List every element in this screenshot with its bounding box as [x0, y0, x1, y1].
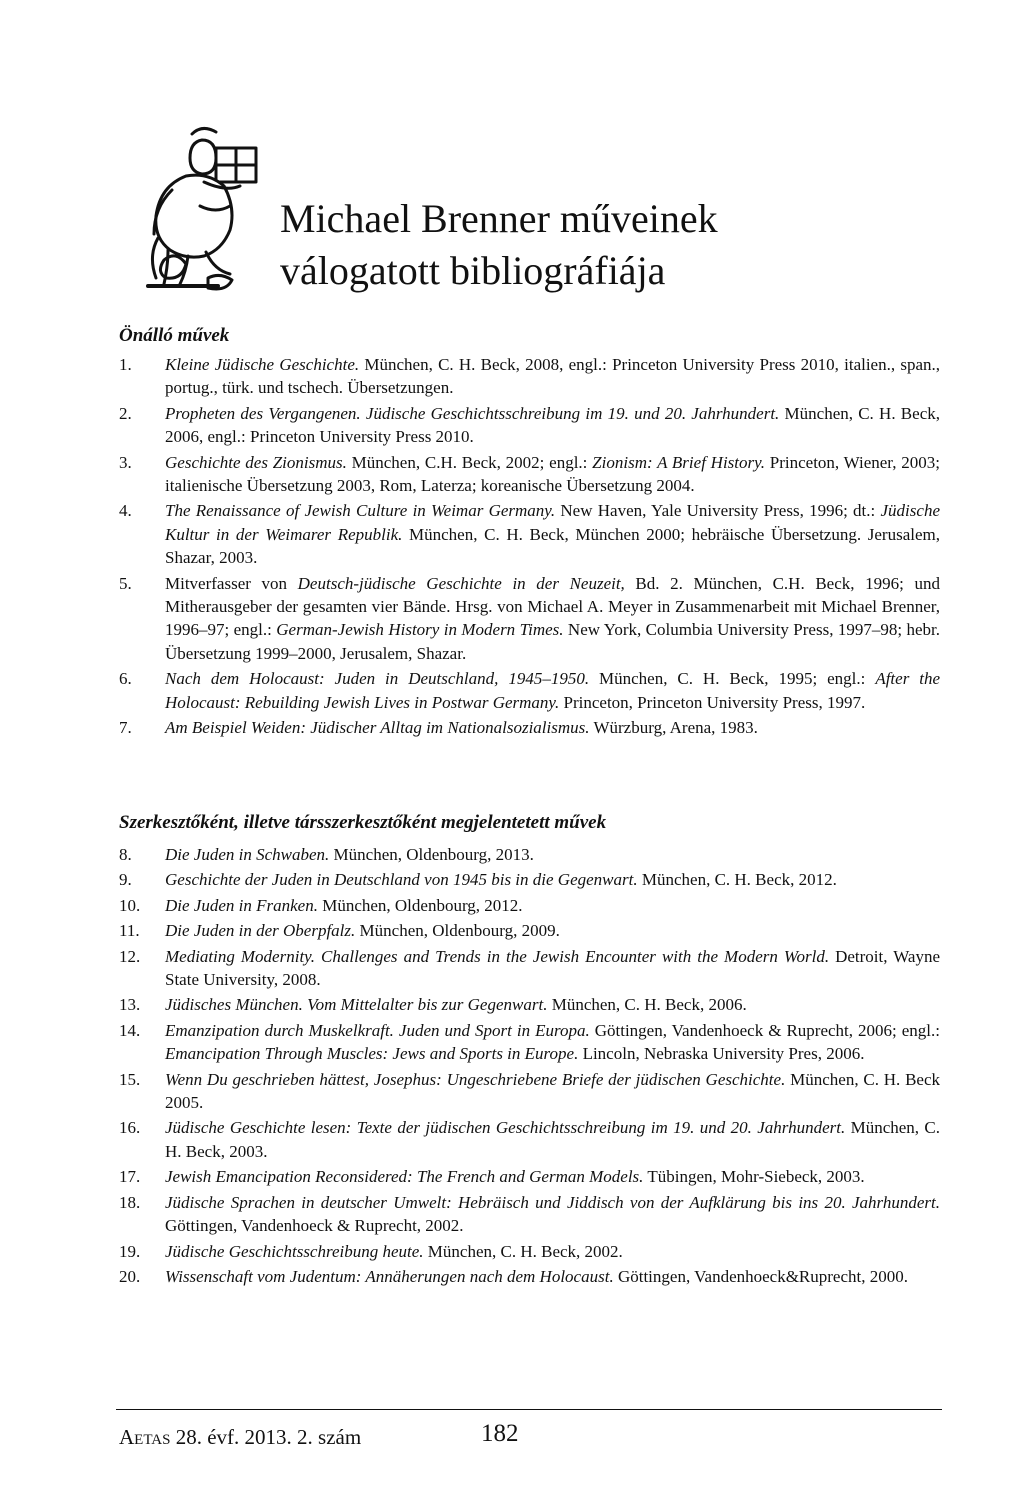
footer-divider [116, 1409, 942, 1410]
entry-text [165, 995, 747, 1014]
entry-publication-info: München, C. H. Beck 2005. [165, 1069, 940, 1113]
entry-title: The Renaissance of Jewish Culture in Weimar Germany. [165, 501, 556, 521]
entry-title: Jüdische Geschichtsschreibung heute. [165, 1241, 424, 1261]
entry-text [165, 947, 940, 989]
entry-title: Jewish Emancipation Reconsidered: The French and German Models. [165, 1167, 644, 1187]
bibliography-list-edited-works [119, 843, 940, 1288]
entry-number: 9. [119, 870, 132, 890]
bibliography-entry [119, 1116, 940, 1163]
entry-title: Nach dem Holocaust: Juden in Deutschland, 1945–1950. [165, 669, 590, 689]
entry-text [165, 921, 560, 940]
entry-publication-info: New Haven, Yale University Press, 1996; dt.: [555, 501, 881, 521]
entry-text [165, 1193, 940, 1235]
entry-publication-info: Göttingen, Vandenhoeck&Ruprecht, 2000. [613, 1266, 908, 1286]
entry-publication-info: Detroit, Wayne State University, 2008. [165, 946, 940, 990]
section-heading-independent-works: Önálló művek [119, 325, 230, 346]
entry-title: Zionism: A Brief History. [592, 452, 765, 472]
entry-number: 1. [119, 355, 132, 374]
bibliography-entry [119, 894, 940, 917]
bibliography-entry [119, 451, 940, 498]
entry-number: 20. [119, 1266, 141, 1286]
entry-text [165, 355, 940, 397]
entry-publication-info: München, C. H. Beck, 2006, engl.: Princeton University Press 2010. [165, 403, 940, 447]
page-number: 182 [481, 1420, 519, 1447]
page-title-line-2: válogatott bibliográfiája [280, 248, 666, 293]
bibliography-entry [119, 499, 940, 569]
entry-text [165, 845, 534, 864]
entry-publication-info: Mitverfasser von [165, 573, 298, 593]
entry-text [165, 1167, 865, 1186]
entry-text [165, 1070, 940, 1112]
entry-publication-info: München, C. H. Beck, 2006. [547, 995, 747, 1015]
entry-publication-info: München, C. H. Beck, 2008, engl.: Princeton University Press 2010, italien., span., portug., türk. und tschech. Übersetzungen. [165, 355, 941, 398]
journal-issue: 28. évf. 2013. 2. szám [170, 1425, 362, 1449]
entry-publication-info: München, C. H. Beck, 1995; engl.: [589, 669, 876, 689]
bibliography-entry [119, 716, 940, 739]
page-title [280, 193, 718, 297]
entry-number: 19. [119, 1241, 141, 1261]
entry-publication-info: München, Oldenbourg, 2012. [317, 895, 523, 915]
entry-text [165, 870, 837, 889]
entry-title: Wissenschaft vom Judentum: Annäherungen nach dem Holocaust. [165, 1266, 614, 1286]
entry-publication-info: Lincoln, Nebraska University Pres, 2006. [578, 1044, 865, 1064]
entry-number: 18. [119, 1192, 141, 1212]
bibliography-entry [119, 1165, 940, 1188]
entry-number: 6. [119, 669, 132, 689]
entry-title: Jüdische Sprachen in deutscher Umwelt: Hebräisch und Jiddisch von der Aufklärung bis ins 20. Jahrhundert. [165, 1192, 940, 1212]
entry-title: Propheten des Vergangenen. Jüdische Geschichtsschreibung im 19. und 20. Jahrhundert. [165, 403, 780, 423]
entry-publication-info: München, C. H. Beck, 2012. [637, 870, 837, 890]
entry-number: 12. [119, 946, 141, 966]
entry-publication-info: Tübingen, Mohr-Siebeck, 2003. [643, 1167, 865, 1187]
entry-title: Emanzipation durch Muskelkraft. Juden und Sport in Europa. [165, 1020, 590, 1040]
entry-text [165, 669, 940, 711]
entry-text [165, 1267, 908, 1286]
entry-title: Jüdische Kultur in der Weimarer Republik. [165, 501, 940, 544]
reading-figure-icon [142, 110, 266, 300]
entry-publication-info: New York, Columbia University Press, 1997–98; hebr. Übersetzung 1999–2000, Jerusalem, Shazar. [165, 620, 940, 663]
entry-title: Die Juden in Franken. [165, 895, 318, 915]
entry-text [165, 404, 940, 446]
bibliography-entry [119, 1068, 940, 1115]
entry-publication-info: München, C. H. Beck, 2002. [423, 1241, 623, 1261]
bibliography-entry [119, 353, 940, 400]
bibliography-entry [119, 572, 940, 666]
entry-text [165, 501, 940, 567]
entry-number: 2. [119, 403, 132, 423]
entry-title: Die Juden in Schwaben. [165, 845, 330, 864]
entry-title: Jüdische Geschichte lesen: Texte der jüdischen Geschichtsschreibung im 19. und 20. Jahrhundert. [165, 1118, 846, 1138]
entry-text [165, 453, 940, 495]
entry-title: Kleine Jüdische Geschichte. [165, 355, 360, 374]
entry-publication-info: Göttingen, Vandenhoeck & Ruprecht, 2002. [165, 1216, 464, 1236]
entry-text [165, 896, 523, 915]
entry-number: 15. [119, 1069, 141, 1089]
bibliography-list-independent-works [119, 353, 940, 740]
entry-title: Mediating Modernity. Challenges and Trends in the Jewish Encounter with the Modern World. [165, 946, 830, 966]
entry-publication-info: München, C. H. Beck, München 2000; hebräische Übersetzung. Jerusalem, Shazar, 2003. [165, 524, 940, 568]
entry-title: Emancipation Through Muscles: Jews and Sports in Europe. [165, 1044, 579, 1064]
bibliography-entry [119, 1019, 940, 1066]
bibliography-entry [119, 843, 940, 866]
entry-title: Die Juden in der Oberpfalz. [165, 921, 356, 941]
entry-number: 13. [119, 995, 141, 1015]
entry-text [165, 1242, 623, 1261]
entry-number: 10. [119, 895, 141, 915]
entry-number: 11. [119, 921, 140, 941]
entry-title: Am Beispiel Weiden: Jüdischer Alltag im Nationalsozialismus. [165, 718, 590, 738]
entry-publication-info: Göttingen, Vandenhoeck & Ruprecht, 2006; engl.: [589, 1020, 940, 1040]
entry-number: 3. [119, 452, 132, 472]
section-heading-edited-works: Szerkesztőként, illetve társszerkesztőként megjelentetett művek [119, 812, 607, 833]
entry-title: Deutsch-jüdische Geschichte in der Neuzeit, [297, 573, 625, 593]
bibliography-entry [119, 1240, 940, 1263]
entry-title: Jüdisches München. Vom Mittelalter bis zur Gegenwart. [165, 995, 548, 1015]
entry-title: Geschichte der Juden in Deutschland von 1945 bis in die Gegenwart. [165, 870, 638, 890]
entry-publication-info: Princeton, Wiener, 2003; italienische Übersetzung 2003, Rom, Laterza; koreanische Übersetzung 2004. [165, 452, 941, 496]
entry-title: Wenn Du geschrieben hättest, Josephus: Ungeschriebene Briefe der jüdischen Geschichte. [165, 1069, 786, 1089]
entry-publication-info: München, C.H. Beck, 2002; engl.: [346, 452, 593, 472]
entry-publication-info: München, Oldenbourg, 2013. [329, 845, 534, 864]
entry-number: 7. [119, 718, 132, 738]
entry-text [165, 574, 940, 663]
bibliography-entry [119, 667, 940, 714]
bibliography-entry [119, 919, 940, 942]
entry-title: Geschichte des Zionismus. [165, 452, 347, 472]
entry-text [165, 1021, 940, 1063]
entry-text [165, 1118, 940, 1160]
bibliography-entry [119, 1191, 940, 1238]
bibliography-entry [119, 993, 940, 1016]
journal-citation [119, 1425, 361, 1450]
entry-number: 8. [119, 845, 132, 864]
entry-number: 17. [119, 1167, 141, 1187]
bibliography-entry [119, 868, 940, 891]
entry-publication-info: München, Oldenbourg, 2009. [355, 921, 560, 941]
bibliography-entry [119, 945, 940, 992]
entry-publication-info: Würzburg, Arena, 1983. [589, 718, 758, 738]
entry-number: 4. [119, 501, 132, 521]
entry-publication-info: Bd. 2. München, C.H. Beck, 1996; und Mitherausgeber der gesamten vier Bände. Hrsg. von Michael A. Meyer in Zusammenarbeit mit Michael Brenner, 1996–97; engl.: [165, 573, 940, 640]
bibliography-entry [119, 1265, 940, 1288]
entry-text [165, 718, 758, 737]
page-title-line-1: Michael Brenner műveinek [280, 196, 718, 241]
entry-number: 16. [119, 1118, 141, 1138]
entry-number: 14. [119, 1020, 141, 1040]
entry-publication-info: München, C. H. Beck, 2003. [165, 1118, 941, 1161]
journal-name: Aetas [119, 1425, 171, 1449]
bibliography-entry [119, 402, 940, 449]
entry-title: German-Jewish History in Modern Times. [276, 620, 564, 640]
entry-publication-info: Princeton, Princeton University Press, 1997. [559, 692, 866, 712]
entry-number: 5. [119, 573, 132, 593]
entry-title: After the Holocaust: Rebuilding Jewish Lives in Postwar Germany. [165, 669, 941, 712]
